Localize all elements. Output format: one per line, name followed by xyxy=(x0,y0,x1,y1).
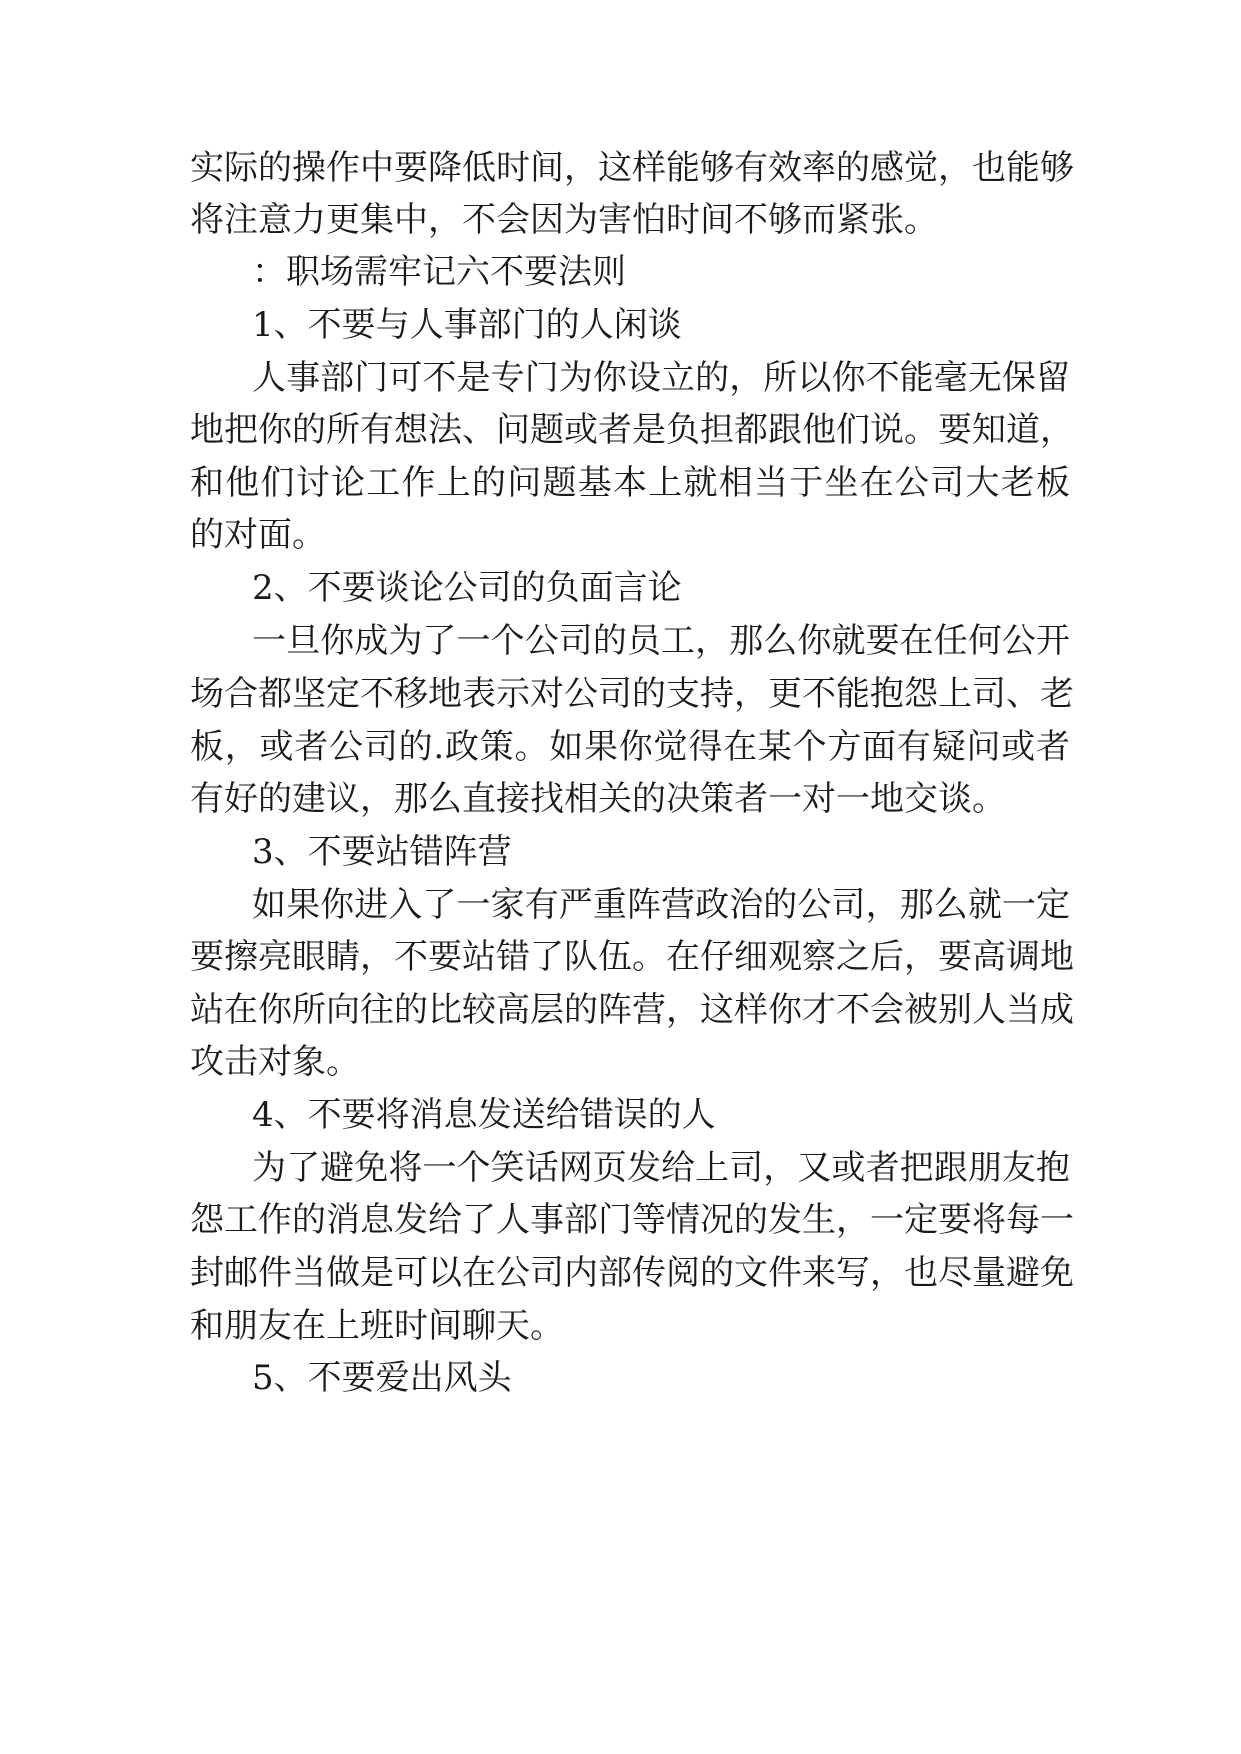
body-text-line: 的对面。 xyxy=(190,515,326,555)
body-text-line: 将注意力更集中，不会因为害怕时间不够而紧张。 xyxy=(190,200,938,240)
rule-heading-1: 1、不要与人事部门的人闲谈 xyxy=(252,305,682,345)
body-text-line: 怨工作的消息发给了人事部门等情况的发生，一定要将每一 xyxy=(190,1200,1074,1240)
rule-heading-2: 2、不要谈论公司的负面言论 xyxy=(252,568,682,608)
body-text-line: 一旦你成为了一个公司的员工，那么你就要在任何公开 xyxy=(252,621,1070,661)
body-text-line: 站在你所向往的比较高层的阵营，这样你才不会被别人当成 xyxy=(190,990,1074,1030)
body-text-line: 如果你进入了一家有严重阵营政治的公司，那么就一定 xyxy=(252,885,1070,925)
body-text-line: 要擦亮眼睛，不要站错了队伍。在仔细观察之后，要高调地 xyxy=(190,937,1074,977)
body-text-line: 攻击对象。 xyxy=(190,1042,360,1082)
body-text-line: 和朋友在上班时间聊天。 xyxy=(190,1306,564,1346)
body-text-line: 封邮件当做是可以在公司内部传阅的文件来写，也尽量避免 xyxy=(190,1253,1074,1293)
rule-heading-5: 5、不要爱出风头 xyxy=(252,1358,512,1398)
body-text-line: 人事部门可不是专门为你设立的，所以你不能毫无保留 xyxy=(252,358,1070,398)
body-text-line: 实际的操作中要降低时间，这样能够有效率的感觉，也能够 xyxy=(190,148,1074,188)
rule-heading-4: 4、不要将消息发送给错误的人 xyxy=(252,1095,716,1135)
body-text-line: 地把你的所有想法、问题或者是负担都跟他们说。要知道， xyxy=(190,410,1074,450)
body-text-line: 板，或者公司的.政策。如果你觉得在某个方面有疑问或者 xyxy=(190,727,1070,767)
rule-heading-3: 3、不要站错阵营 xyxy=(252,832,512,872)
section-heading: ：职场需牢记六不要法则 xyxy=(252,252,626,292)
body-text-line: 有好的建议，那么直接找相关的决策者一对一地交谈。 xyxy=(190,779,1006,819)
body-text-line: 和他们讨论工作上的问题基本上就相当于坐在公司大老板 xyxy=(190,463,1070,503)
body-text-line: 场合都坚定不移地表示对公司的支持，更不能抱怨上司、老 xyxy=(190,674,1074,714)
body-text-line: 为了避免将一个笑话网页发给上司，又或者把跟朋友抱 xyxy=(252,1148,1070,1188)
